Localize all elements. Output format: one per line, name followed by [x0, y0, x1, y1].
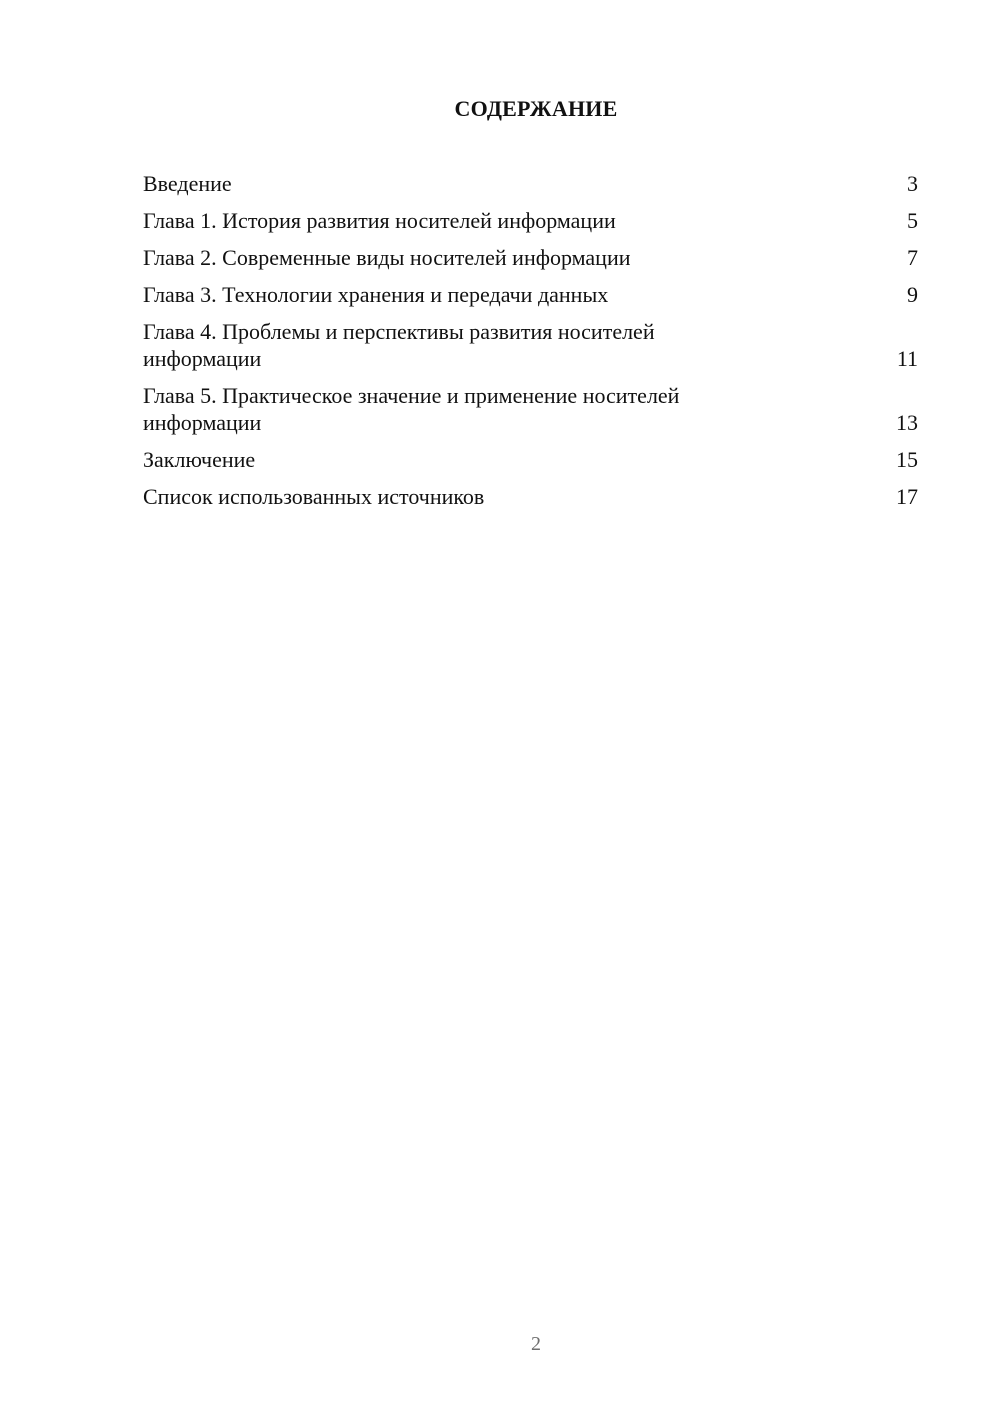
toc-item-chapter-4[interactable] [143, 318, 918, 372]
page-number: 2 [531, 1333, 541, 1355]
toc-item-chapter-2[interactable] [143, 244, 918, 271]
toc-item-label: Глава 3. Технологии хранения и передачи данных [143, 282, 609, 307]
toc-item-chapter-1[interactable] [143, 207, 918, 234]
toc-item-page: 11 [896, 346, 918, 371]
table-of-contents [143, 170, 918, 520]
toc-item-page: 17 [896, 484, 918, 509]
toc-item-references[interactable] [143, 483, 918, 510]
toc-item-label: Глава 1. История развития носителей информации [143, 208, 616, 233]
toc-item-introduction[interactable] [143, 170, 918, 197]
toc-item-label: Глава 2. Современные виды носителей информации [143, 245, 631, 270]
toc-item-chapter-5[interactable] [143, 382, 918, 436]
toc-item-conclusion[interactable] [143, 446, 918, 473]
toc-item-label: Заключение [143, 447, 256, 472]
toc-item-label: Список использованных источников [143, 484, 485, 509]
toc-item-page: 15 [896, 447, 918, 472]
toc-item-label: Введение [143, 171, 232, 196]
toc-item-page: 7 [907, 245, 918, 270]
toc-item-page: 5 [907, 208, 918, 233]
toc-item-page: 9 [907, 282, 918, 307]
toc-item-page: 3 [907, 171, 918, 196]
toc-item-chapter-3[interactable] [143, 281, 918, 308]
toc-item-page: 13 [896, 410, 918, 435]
toc-item-label: Глава 4. Проблемы и перспективы развития носителей информации [143, 319, 655, 371]
page-title: СОДЕРЖАНИЕ [454, 96, 618, 121]
toc-item-label: Глава 5. Практическое значение и применение носителей информации [143, 383, 680, 435]
